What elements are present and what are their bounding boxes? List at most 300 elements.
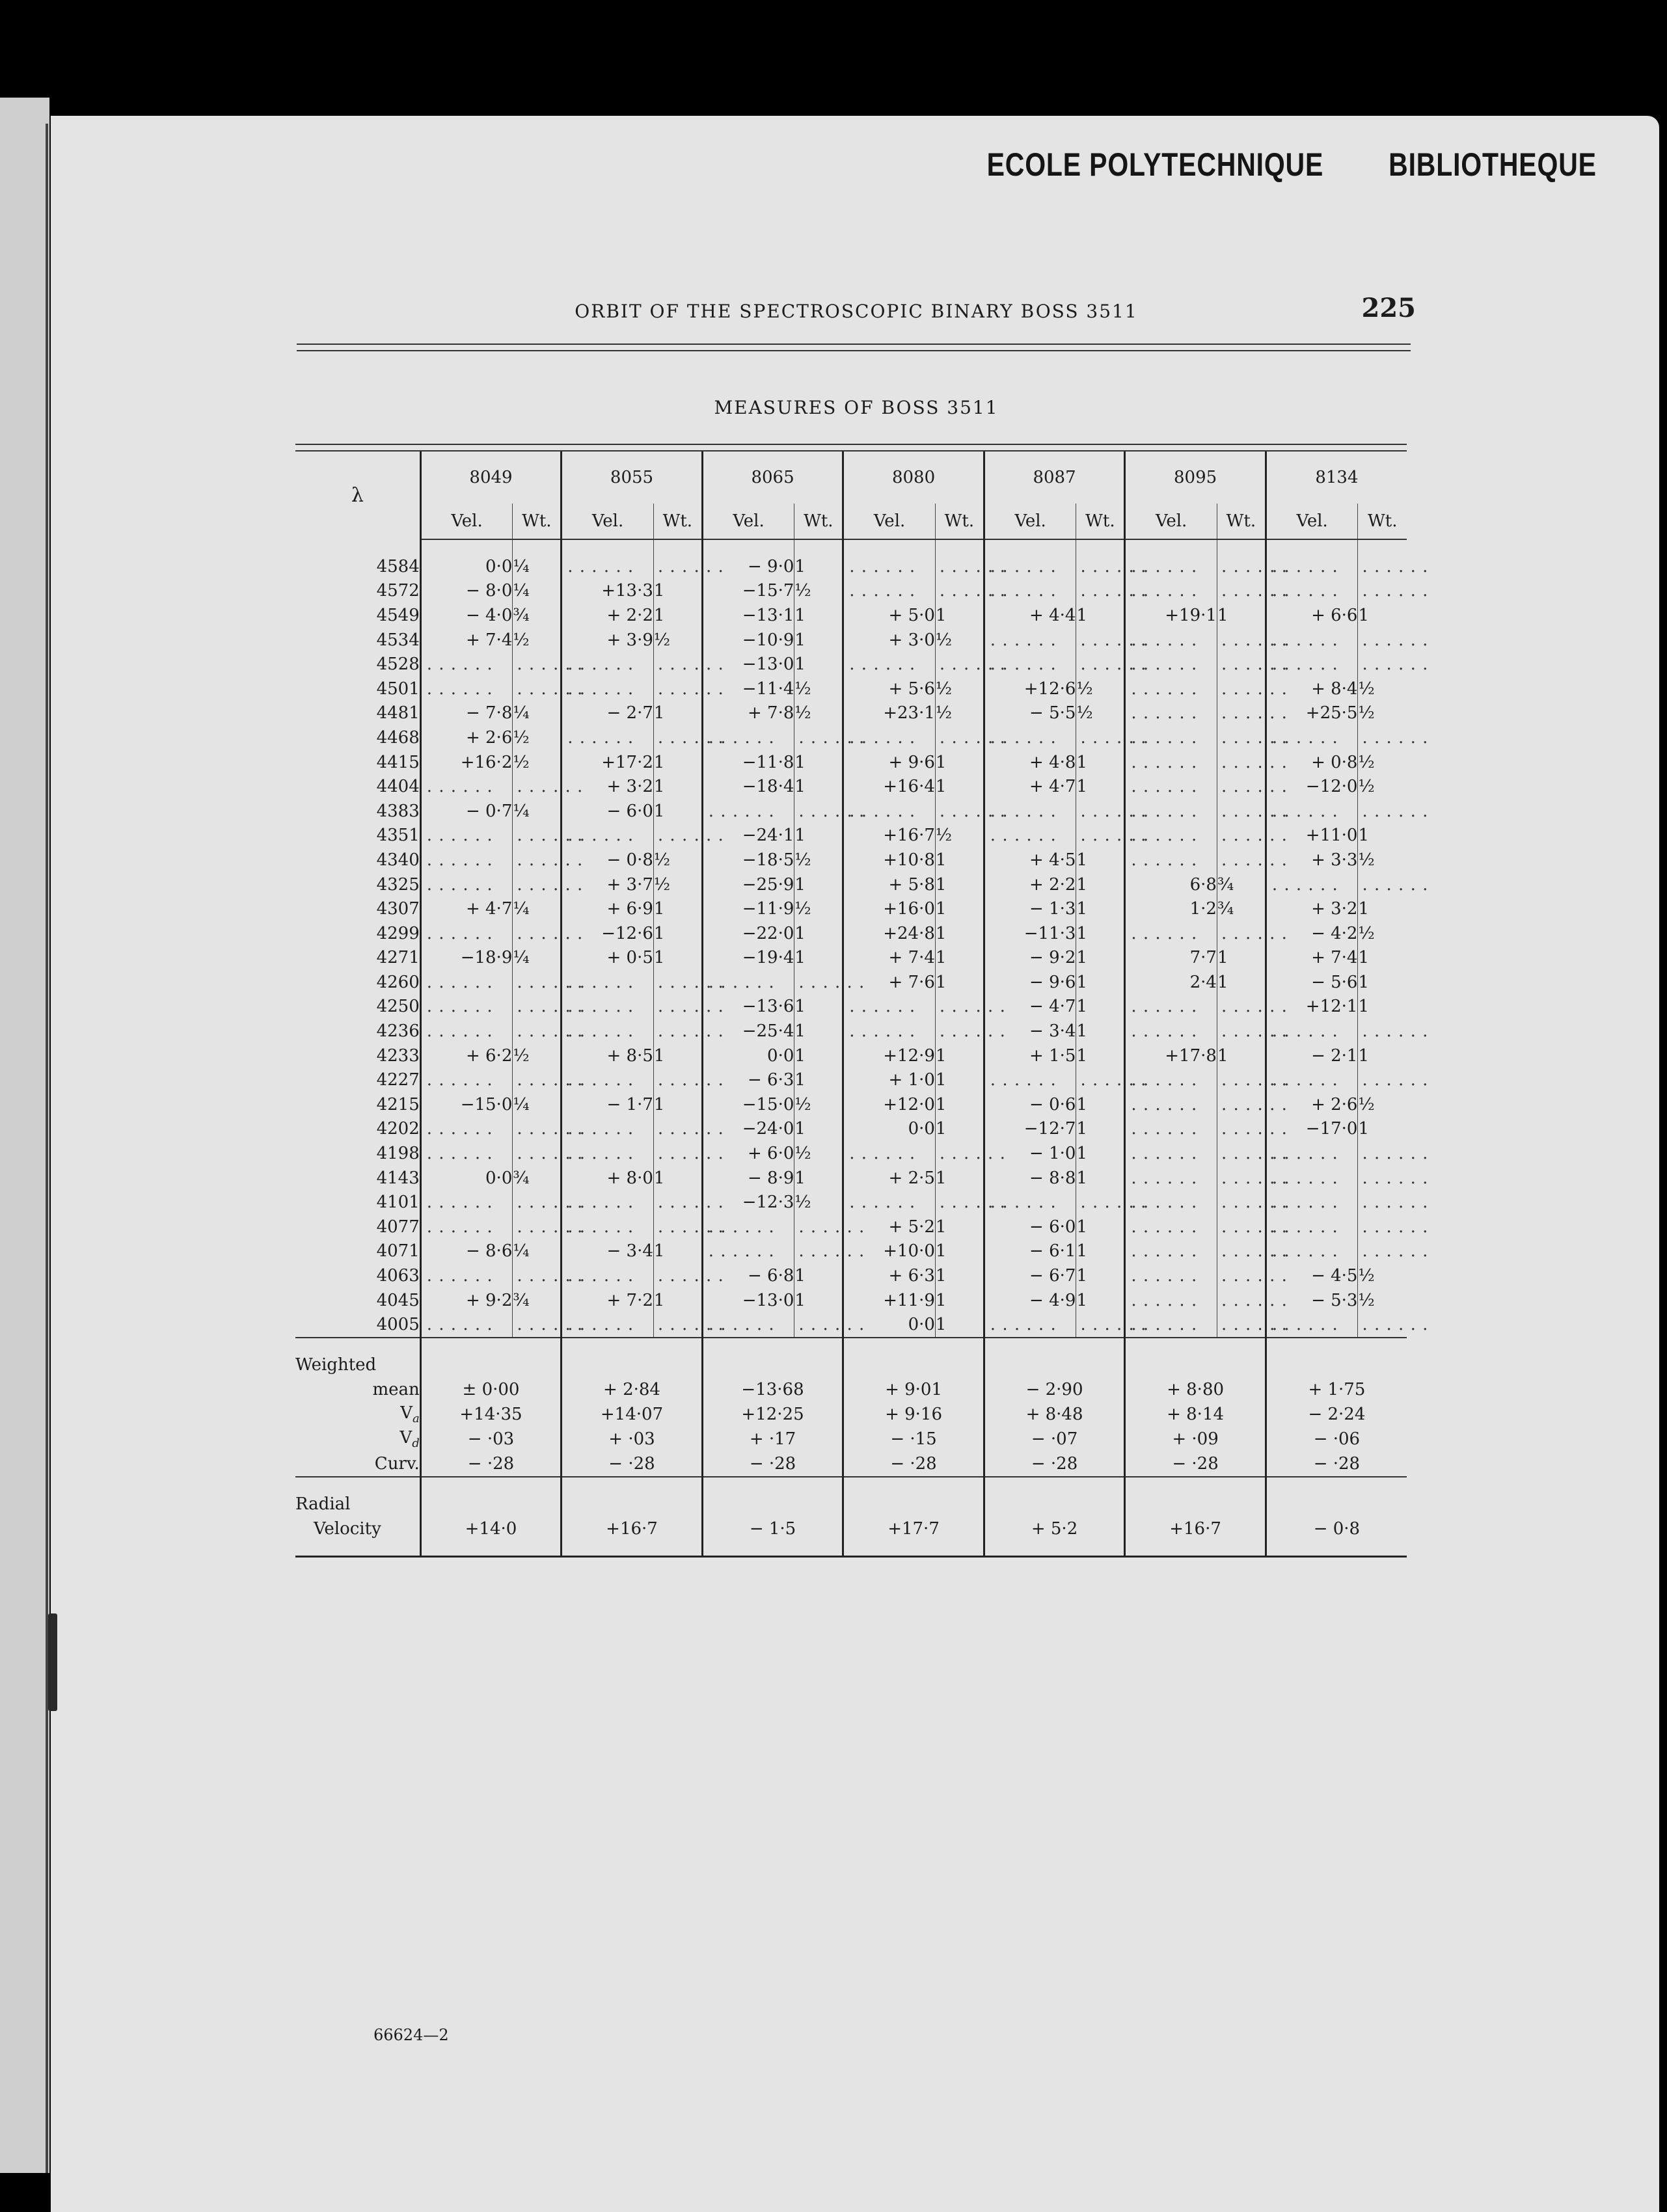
empty-weight-leader: [653, 1190, 702, 1215]
weighted-label: Weighted: [295, 1355, 377, 1375]
empty-velocity-leader: [1125, 579, 1217, 604]
weight-cell: 1: [1358, 1044, 1407, 1068]
wavelength-cell: 4572: [376, 581, 420, 601]
empty-weight-leader: [1076, 628, 1125, 653]
empty-velocity-leader: [562, 1141, 654, 1166]
velocity-cell: −13·0: [702, 652, 794, 677]
empty-velocity-leader: [420, 1263, 513, 1288]
empty-weight-leader: [1076, 725, 1125, 750]
empty-velocity-leader: [702, 970, 794, 995]
weight-cell: ½: [1358, 701, 1407, 726]
empty-weight-leader: [794, 1312, 843, 1338]
vd-row-value: + ·17: [702, 1427, 843, 1451]
velocity-cell: − 3·4: [984, 1019, 1076, 1044]
weighted-mean-row-value: ± 0·00: [420, 1377, 562, 1402]
velocity-cell: + 6·0: [702, 1141, 794, 1166]
empty-velocity-leader: [1125, 677, 1217, 701]
empty-velocity-leader: [562, 1215, 654, 1239]
vd-row-value: + ·09: [1125, 1427, 1266, 1451]
wavelength-cell: 4549: [376, 605, 420, 625]
weight-cell: 1: [794, 1068, 843, 1092]
empty-velocity-leader: [1266, 872, 1358, 897]
empty-velocity-leader: [702, 1239, 794, 1264]
empty-velocity-leader: [843, 1190, 936, 1215]
empty-velocity-leader: [562, 554, 654, 579]
velocity-cell: −25·4: [702, 1019, 794, 1044]
velocity-cell: − 1·3: [984, 897, 1076, 921]
velocity-cell: +12·1: [1266, 995, 1358, 1019]
velocity-cell: −22·0: [702, 921, 794, 946]
empty-velocity-leader: [1125, 1117, 1217, 1142]
empty-velocity-leader: [1266, 652, 1358, 677]
weight-cell: ½: [1358, 774, 1407, 799]
va-row-value: +14·35: [420, 1402, 562, 1427]
wt-header: Wt.: [1076, 504, 1125, 539]
wavelength-cell: 4198: [376, 1144, 420, 1164]
binding-mark: [48, 1613, 57, 1711]
empty-weight-leader: [513, 1117, 562, 1142]
velocity-cell: 0·0: [420, 554, 513, 579]
wavelength-cell: 4250: [376, 997, 420, 1017]
empty-velocity-leader: [1266, 1166, 1358, 1191]
empty-velocity-leader: [562, 995, 654, 1019]
table-row: [295, 652, 1407, 677]
empty-weight-leader: [1358, 799, 1407, 824]
mean-label: mean: [372, 1380, 420, 1399]
velocity-cell: −17·0: [1266, 1117, 1358, 1142]
empty-velocity-leader: [562, 1117, 654, 1142]
empty-weight-leader: [1358, 1239, 1407, 1264]
velocity-cell: + 7·4: [1266, 946, 1358, 971]
empty-weight-leader: [513, 872, 562, 897]
vd-row-value: − ·06: [1266, 1427, 1407, 1451]
weight-cell: 1: [653, 799, 702, 824]
weight-cell: 1: [1076, 848, 1125, 872]
wavelength-cell: 4534: [376, 630, 420, 650]
empty-weight-leader: [1076, 1068, 1125, 1092]
empty-velocity-leader: [1125, 701, 1217, 726]
weight-cell: ½: [935, 628, 984, 653]
velocity-cell: −18·9: [420, 946, 513, 971]
empty-velocity-leader: [1125, 554, 1217, 579]
empty-weight-leader: [935, 554, 984, 579]
table-row: [295, 750, 1407, 775]
empty-velocity-leader: [1125, 1215, 1217, 1239]
weighted-mean-row-value: + 9·01: [843, 1377, 984, 1402]
velocity-label: Velocity: [314, 1519, 381, 1539]
table-row: [295, 848, 1407, 872]
velocity-cell: +11·9: [843, 1288, 936, 1313]
empty-weight-leader: [1358, 579, 1407, 604]
weight-cell: 1: [1076, 1019, 1125, 1044]
plate-header: 8080: [843, 452, 984, 504]
velocity-cell: + 2·5: [843, 1166, 936, 1191]
empty-weight-leader: [1217, 1117, 1266, 1142]
weight-cell: 1: [935, 603, 984, 628]
wavelength-cell: 4528: [376, 654, 420, 675]
vel-header: Vel.: [984, 504, 1076, 539]
empty-velocity-leader: [1125, 799, 1217, 824]
empty-weight-leader: [935, 1019, 984, 1044]
empty-weight-leader: [513, 1019, 562, 1044]
velocity-cell: + 1·5: [984, 1044, 1076, 1068]
empty-velocity-leader: [843, 579, 936, 604]
weight-cell: 1: [653, 774, 702, 799]
wavelength-cell: 4005: [376, 1315, 420, 1335]
empty-weight-leader: [513, 824, 562, 848]
empty-weight-leader: [1217, 1312, 1266, 1338]
empty-weight-leader: [1358, 1141, 1407, 1166]
radial-velocity-row-value: − 1·5: [702, 1517, 843, 1541]
velocity-cell: − 9·6: [984, 970, 1076, 995]
empty-weight-leader: [653, 1215, 702, 1239]
empty-velocity-leader: [1125, 1190, 1217, 1215]
table-row: [295, 603, 1407, 628]
velocity-cell: 2·4: [1125, 970, 1217, 995]
weight-cell: ¾: [513, 603, 562, 628]
empty-velocity-leader: [1125, 995, 1217, 1019]
weight-cell: 1: [1076, 1166, 1125, 1191]
curv-row-value: − ·28: [1266, 1451, 1407, 1477]
weight-cell: 1: [1217, 1044, 1266, 1068]
empty-weight-leader: [1217, 1068, 1266, 1092]
table-row: [295, 1190, 1407, 1215]
weight-cell: ½: [794, 1190, 843, 1215]
velocity-cell: + 2·2: [562, 603, 654, 628]
velocity-cell: −12·7: [984, 1117, 1076, 1142]
vel-header: Vel.: [1266, 504, 1358, 539]
vel-header: Vel.: [843, 504, 936, 539]
empty-weight-leader: [794, 1239, 843, 1264]
wavelength-cell: 4383: [376, 801, 420, 821]
velocity-cell: +24·8: [843, 921, 936, 946]
empty-weight-leader: [653, 1263, 702, 1288]
weight-cell: 1: [935, 1263, 984, 1288]
vd-row-value: − ·03: [420, 1427, 562, 1451]
velocity-cell: −12·6: [562, 921, 654, 946]
radial-label-row: [295, 1492, 1407, 1517]
velocity-cell: + 0·5: [562, 946, 654, 971]
velocity-cell: − 0·8: [562, 848, 654, 872]
empty-velocity-leader: [420, 848, 513, 872]
empty-weight-leader: [653, 554, 702, 579]
curv-row-value: − ·28: [420, 1451, 562, 1477]
empty-weight-leader: [513, 921, 562, 946]
plate-header: 8134: [1266, 452, 1407, 504]
weight-cell: 1: [794, 1166, 843, 1191]
velocity-cell: −10·9: [702, 628, 794, 653]
empty-velocity-leader: [1266, 579, 1358, 604]
velocity-cell: + 3·3: [1266, 848, 1358, 872]
empty-velocity-leader: [1125, 1141, 1217, 1166]
empty-velocity-leader: [843, 799, 936, 824]
weight-cell: 1: [653, 897, 702, 921]
table-top-rule: [295, 444, 1407, 452]
curv-row-value: − ·28: [843, 1451, 984, 1477]
weight-cell: ½: [1358, 921, 1407, 946]
curv-row: [295, 1451, 1407, 1477]
weight-cell: ¼: [513, 799, 562, 824]
weight-cell: ¼: [513, 1092, 562, 1117]
empty-velocity-leader: [1266, 799, 1358, 824]
weight-cell: ½: [935, 677, 984, 701]
weight-cell: 1: [794, 1019, 843, 1044]
velocity-cell: − 0·7: [420, 799, 513, 824]
table-row: [295, 774, 1407, 799]
empty-velocity-leader: [1125, 1263, 1217, 1288]
radial-velocity-row: [295, 1517, 1407, 1541]
plate-header: 8087: [984, 452, 1125, 504]
table-row: [295, 1141, 1407, 1166]
table-row: [295, 677, 1407, 701]
velocity-cell: − 8·0: [420, 579, 513, 604]
table-row: [295, 1092, 1407, 1117]
weight-cell: 1: [1076, 970, 1125, 995]
vel-header: Vel.: [702, 504, 794, 539]
velocity-cell: + 6·2: [420, 1044, 513, 1068]
weight-cell: 1: [1358, 1117, 1407, 1142]
velocity-cell: + 2·6: [420, 725, 513, 750]
weighted-mean-row-value: + 8·80: [1125, 1377, 1266, 1402]
empty-weight-leader: [1217, 774, 1266, 799]
velocity-cell: +17·2: [562, 750, 654, 775]
velocity-cell: + 7·6: [843, 970, 936, 995]
velocity-cell: + 9·6: [843, 750, 936, 775]
weighted-mean-row-value: + 2·84: [562, 1377, 703, 1402]
velocity-cell: −18·4: [702, 774, 794, 799]
weight-cell: 1: [935, 1312, 984, 1338]
empty-velocity-leader: [1125, 1068, 1217, 1092]
velocity-cell: + 3·2: [1266, 897, 1358, 921]
velocity-cell: 0·0: [843, 1117, 936, 1142]
va-row-value: + 9·16: [843, 1402, 984, 1427]
weight-cell: 1: [1217, 946, 1266, 971]
weight-cell: ¾: [513, 1166, 562, 1191]
wavelength-cell: 4215: [376, 1094, 420, 1114]
velocity-cell: −24·0: [702, 1117, 794, 1142]
weight-cell: 1: [935, 848, 984, 872]
footer-code: 66624—2: [373, 2026, 449, 2044]
empty-velocity-leader: [562, 1019, 654, 1044]
velocity-cell: − 6·1: [984, 1239, 1076, 1264]
empty-velocity-leader: [1266, 1215, 1358, 1239]
empty-velocity-leader: [984, 824, 1076, 848]
empty-weight-leader: [513, 1312, 562, 1338]
table-row: [295, 1263, 1407, 1288]
velocity-cell: −24·1: [702, 824, 794, 848]
wavelength-cell: 4307: [376, 899, 420, 919]
weight-cell: ¼: [513, 554, 562, 579]
empty-velocity-leader: [1266, 1239, 1358, 1264]
plate-header: 8065: [702, 452, 843, 504]
vd-row: [295, 1427, 1407, 1451]
radial-velocity-row-value: +17·7: [843, 1517, 984, 1541]
weight-cell: ¾: [1217, 872, 1266, 897]
velocity-cell: −11·8: [702, 750, 794, 775]
weight-cell: 1: [1217, 970, 1266, 995]
table-row: [295, 701, 1407, 726]
weight-cell: 1: [794, 872, 843, 897]
velocity-cell: +12·9: [843, 1044, 936, 1068]
curv-label: Curv.: [374, 1454, 420, 1474]
velocity-cell: + 8·0: [562, 1166, 654, 1191]
velocity-cell: +12·0: [843, 1092, 936, 1117]
weight-cell: 1: [1076, 603, 1125, 628]
curv-row-value: − ·28: [702, 1451, 843, 1477]
table-row: [295, 824, 1407, 848]
empty-weight-leader: [1358, 725, 1407, 750]
velocity-cell: −18·5: [702, 848, 794, 872]
empty-velocity-leader: [1125, 1166, 1217, 1191]
weight-cell: 1: [1358, 897, 1407, 921]
weight-cell: ½: [935, 824, 984, 848]
wavelength-cell: 4236: [376, 1021, 420, 1042]
empty-weight-leader: [513, 774, 562, 799]
weight-cell: 1: [653, 1044, 702, 1068]
measures-body: [295, 539, 1407, 1557]
empty-weight-leader: [1217, 824, 1266, 848]
radial-velocity-row-value: +14·0: [420, 1517, 562, 1541]
wavelength-cell: 4202: [376, 1119, 420, 1139]
weight-cell: 1: [1076, 1092, 1125, 1117]
empty-weight-leader: [1217, 1092, 1266, 1117]
velocity-cell: −15·0: [420, 1092, 513, 1117]
weight-cell: ½: [513, 725, 562, 750]
head-rule: [297, 344, 1411, 351]
weighted-mean-row-value: − 2·90: [984, 1377, 1125, 1402]
weight-cell: 1: [1076, 1141, 1125, 1166]
velocity-cell: − 5·6: [1266, 970, 1358, 995]
empty-velocity-leader: [702, 799, 794, 824]
velocity-cell: − 4·9: [984, 1288, 1076, 1313]
empty-velocity-leader: [1125, 652, 1217, 677]
vd-row-value: + ·03: [562, 1427, 703, 1451]
weight-cell: 1: [653, 1288, 702, 1313]
va-row-value: +12·25: [702, 1402, 843, 1427]
empty-velocity-leader: [420, 995, 513, 1019]
empty-weight-leader: [1217, 848, 1266, 872]
empty-weight-leader: [653, 1117, 702, 1142]
library-stamp: [913, 146, 1597, 183]
weight-cell: 1: [1076, 897, 1125, 921]
table-row: [295, 946, 1407, 971]
vd-subscript: d: [412, 1436, 420, 1451]
va-subscript: a: [413, 1412, 420, 1426]
empty-velocity-leader: [984, 579, 1076, 604]
empty-velocity-leader: [420, 824, 513, 848]
weight-cell: ½: [794, 579, 843, 604]
weight-cell: ½: [1358, 750, 1407, 775]
empty-weight-leader: [935, 1141, 984, 1166]
empty-weight-leader: [1217, 1288, 1266, 1313]
velocity-cell: − 8·8: [984, 1166, 1076, 1191]
weight-cell: 1: [1076, 946, 1125, 971]
weight-cell: ½: [1358, 1288, 1407, 1313]
weight-cell: 1: [1358, 946, 1407, 971]
velocity-cell: −19·4: [702, 946, 794, 971]
velocity-cell: + 8·5: [562, 1044, 654, 1068]
empty-weight-leader: [935, 1190, 984, 1215]
weight-cell: 1: [653, 701, 702, 726]
radial-velocity-row-value: − 0·8: [1266, 1517, 1407, 1541]
velocity-cell: +16·4: [843, 774, 936, 799]
velocity-cell: 1·2: [1125, 897, 1217, 921]
velocity-cell: +17·8: [1125, 1044, 1217, 1068]
measures-table: [295, 452, 1407, 1558]
weight-cell: 1: [1076, 1239, 1125, 1264]
velocity-cell: − 8·9: [702, 1166, 794, 1191]
weight-cell: ¼: [513, 897, 562, 921]
weight-cell: 1: [653, 1166, 702, 1191]
weight-cell: 1: [794, 946, 843, 971]
weight-cell: ½: [794, 1141, 843, 1166]
velocity-cell: + 6·3: [843, 1263, 936, 1288]
vd-label: [295, 1427, 420, 1451]
curv-row-value: − ·28: [1125, 1451, 1266, 1477]
velocity-cell: +11·0: [1266, 824, 1358, 848]
velocity-cell: − 6·0: [984, 1215, 1076, 1239]
weight-cell: ½: [1358, 677, 1407, 701]
va-row-value: +14·07: [562, 1402, 703, 1427]
empty-weight-leader: [794, 725, 843, 750]
adjacent-page-edge: [0, 98, 49, 2173]
stamp-library: BIBLIOTHEQUE: [1389, 146, 1597, 183]
velocity-cell: +12·6: [984, 677, 1076, 701]
empty-velocity-leader: [420, 872, 513, 897]
table-row: [295, 1312, 1407, 1338]
vd-row-value: − ·07: [984, 1427, 1125, 1451]
weight-cell: ½: [794, 701, 843, 726]
velocity-cell: + 8·4: [1266, 677, 1358, 701]
wavelength-cell: 4045: [376, 1290, 420, 1310]
empty-velocity-leader: [562, 1068, 654, 1092]
empty-velocity-leader: [1125, 1019, 1217, 1044]
empty-weight-leader: [1217, 579, 1266, 604]
empty-velocity-leader: [1266, 1141, 1358, 1166]
empty-velocity-leader: [1125, 1288, 1217, 1313]
weight-cell: 1: [1076, 1117, 1125, 1142]
velocity-cell: − 9·2: [984, 946, 1076, 971]
va-letter: V: [400, 1403, 413, 1423]
weight-cell: 1: [1076, 1044, 1125, 1068]
empty-velocity-leader: [1266, 725, 1358, 750]
weight-cell: 1: [935, 774, 984, 799]
page-number: 225: [1361, 293, 1416, 323]
velocity-cell: 0·0: [702, 1044, 794, 1068]
wavelength-cell: 4233: [376, 1045, 420, 1066]
empty-weight-leader: [1217, 1190, 1266, 1215]
velocity-cell: + 6·6: [1266, 603, 1358, 628]
weight-cell: 1: [653, 1092, 702, 1117]
vel-header: Vel.: [562, 504, 654, 539]
empty-velocity-leader: [420, 1019, 513, 1044]
empty-velocity-leader: [1266, 1190, 1358, 1215]
weight-cell: 1: [1217, 603, 1266, 628]
empty-weight-leader: [513, 652, 562, 677]
wavelength-cell: 4404: [376, 777, 420, 797]
weight-cell: 1: [794, 1263, 843, 1288]
empty-velocity-leader: [1125, 750, 1217, 775]
table-row: [295, 579, 1407, 604]
velocity-cell: −11·4: [702, 677, 794, 701]
empty-weight-leader: [513, 995, 562, 1019]
empty-velocity-leader: [843, 725, 936, 750]
empty-weight-leader: [653, 725, 702, 750]
velocity-cell: − 0·6: [984, 1092, 1076, 1117]
velocity-cell: − 6·7: [984, 1263, 1076, 1288]
empty-weight-leader: [513, 677, 562, 701]
table-row: [295, 1288, 1407, 1313]
